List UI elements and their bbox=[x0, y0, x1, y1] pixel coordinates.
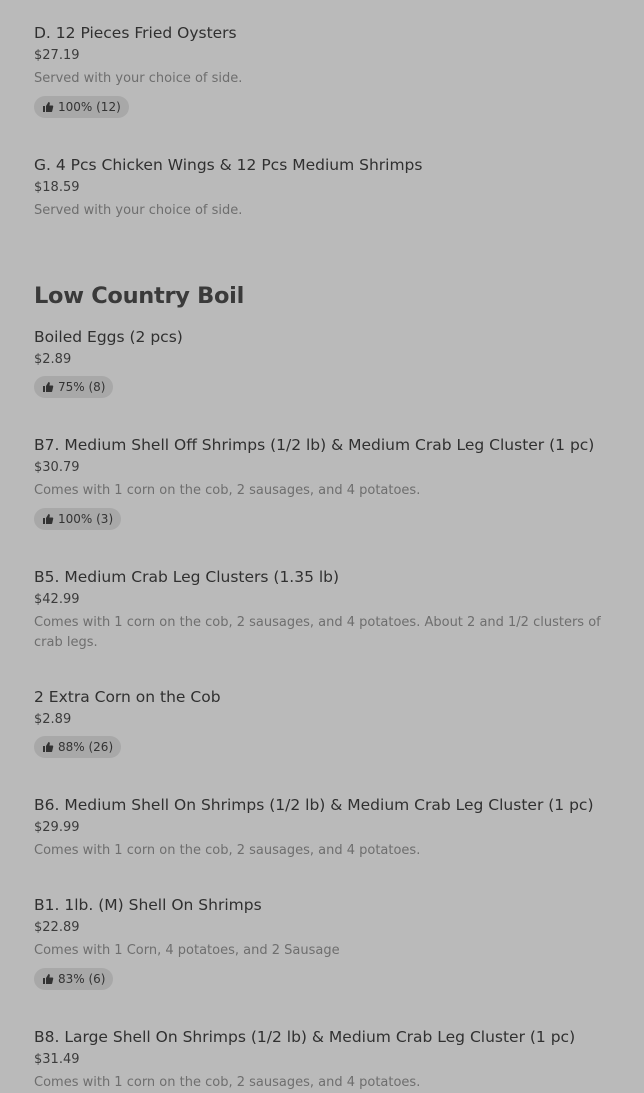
item-price: $42.99 bbox=[34, 592, 80, 607]
menu-item-b8[interactable] bbox=[34, 1026, 610, 1093]
item-title: Boiled Eggs (2 pcs) bbox=[34, 328, 183, 346]
rating-badge bbox=[34, 508, 121, 530]
menu-item-boiled-eggs[interactable] bbox=[34, 326, 610, 398]
item-price: $2.89 bbox=[34, 352, 72, 367]
thumbs-up-icon bbox=[42, 741, 54, 753]
item-description: Served with your choice of side. bbox=[34, 71, 243, 86]
item-description: Comes with 1 corn on the cob, 2 sausages, and 4 potatoes. bbox=[34, 843, 421, 858]
rating-badge bbox=[34, 968, 113, 990]
rating-text: 83% (6) bbox=[58, 972, 106, 986]
rating-badge bbox=[34, 736, 121, 758]
menu-item-b6[interactable] bbox=[34, 794, 610, 861]
rating-badge bbox=[34, 376, 113, 398]
menu-item-wings-shrimps[interactable] bbox=[34, 154, 610, 221]
item-title: B5. Medium Crab Leg Clusters (1.35 lb) bbox=[34, 568, 340, 586]
item-description: Comes with 1 corn on the cob, 2 sausages, and 4 potatoes. bbox=[34, 1075, 421, 1090]
rating-badge bbox=[34, 96, 129, 118]
item-price: $2.89 bbox=[34, 712, 72, 727]
item-title: B8. Large Shell On Shrimps (1/2 lb) & Medium Crab Leg Cluster (1 pc) bbox=[34, 1028, 576, 1046]
rating-text: 88% (26) bbox=[58, 740, 114, 754]
item-title: B6. Medium Shell On Shrimps (1/2 lb) & Medium Crab Leg Cluster (1 pc) bbox=[34, 796, 594, 814]
menu-item-extra-corn[interactable] bbox=[34, 686, 610, 758]
menu-item-b1[interactable] bbox=[34, 894, 610, 990]
rating-text: 100% (12) bbox=[58, 100, 121, 114]
item-price: $30.79 bbox=[34, 460, 80, 475]
item-price: $22.89 bbox=[34, 920, 80, 935]
rating-text: 75% (8) bbox=[58, 380, 106, 394]
menu-item-b5[interactable] bbox=[34, 566, 610, 653]
item-description: Comes with 1 corn on the cob, 2 sausages, and 4 potatoes. bbox=[34, 483, 421, 498]
rating-text: 100% (3) bbox=[58, 512, 114, 526]
item-price: $31.49 bbox=[34, 1052, 80, 1067]
item-title: B7. Medium Shell Off Shrimps (1/2 lb) & Medium Crab Leg Cluster (1 pc) bbox=[34, 436, 595, 454]
thumbs-up-icon bbox=[42, 101, 54, 113]
item-title: G. 4 Pcs Chicken Wings & 12 Pcs Medium Shrimps bbox=[34, 156, 423, 174]
item-description: Served with your choice of side. bbox=[34, 203, 243, 218]
thumbs-up-icon bbox=[42, 973, 54, 985]
item-price: $29.99 bbox=[34, 820, 80, 835]
item-title: B1. 1lb. (M) Shell On Shrimps bbox=[34, 896, 262, 914]
thumbs-up-icon bbox=[42, 381, 54, 393]
thumbs-up-icon bbox=[42, 513, 54, 525]
item-title: 2 Extra Corn on the Cob bbox=[34, 688, 221, 706]
item-description: Comes with 1 corn on the cob, 2 sausages, and 4 potatoes. About 2 and 1/2 clusters of crab legs. bbox=[34, 615, 601, 650]
menu-item-fried-oysters[interactable] bbox=[34, 22, 610, 118]
item-price: $27.19 bbox=[34, 48, 80, 63]
item-title: D. 12 Pieces Fried Oysters bbox=[34, 24, 237, 42]
item-price: $18.59 bbox=[34, 180, 80, 195]
item-description: Comes with 1 Corn, 4 potatoes, and 2 Sausage bbox=[34, 943, 340, 958]
section-heading: Low Country Boil bbox=[34, 283, 245, 309]
menu-item-b7[interactable] bbox=[34, 434, 610, 530]
